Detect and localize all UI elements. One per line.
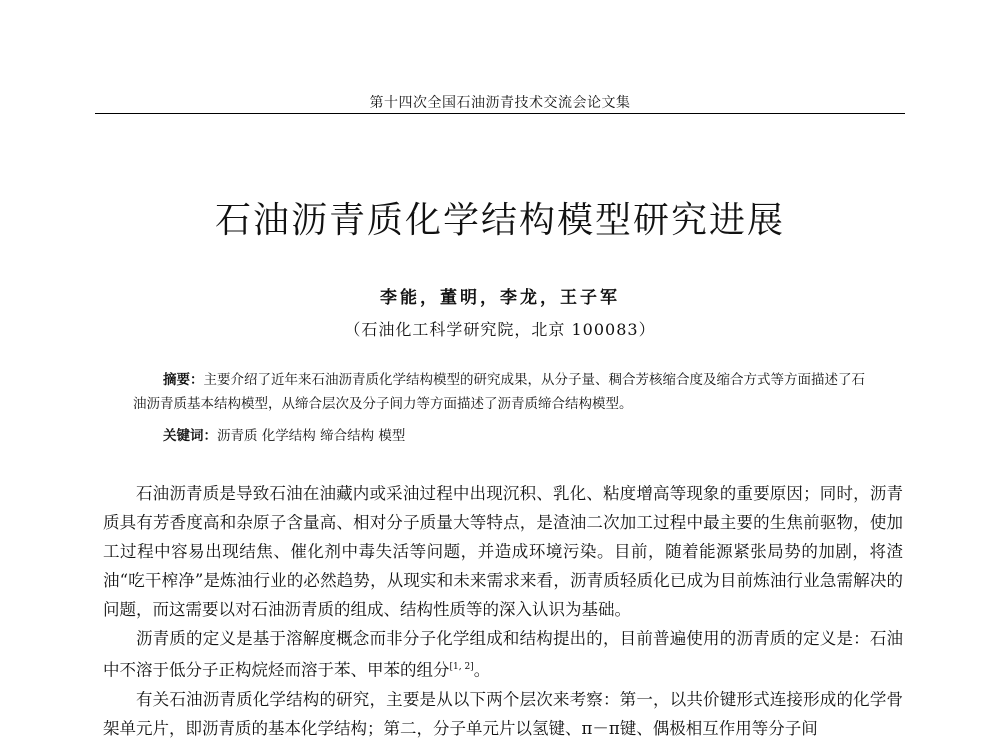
body-paragraph-2 [103,624,903,685]
abstract-label: 摘要： [163,372,204,388]
paper-affiliation: （石油化工科学研究院，北京 100083） [344,320,656,339]
keywords-text: 沥青质 化学结构 缔合结构 模型 [217,428,406,444]
abstract-paragraph [133,368,873,416]
keywords-label: 关键词： [163,428,217,444]
header-rule [95,113,905,114]
citation-ref: [1, 2] [449,662,474,672]
running-head: 第十四次全国石油沥青技术交流会论文集 [369,95,631,111]
abstract [133,368,873,416]
paper-title: 石油沥青质化学结构模型研究进展 [214,200,785,241]
abstract-text: 主要介绍了近年来石油沥青质化学结构模型的研究成果，从分子量、稠合芳核缩合度及缩合方式等方面描述了石油沥青质基本结构模型，从缔合层次及分子间力等方面描述了沥青质缔合结构模型。 [133,372,865,412]
body-paragraph-3: 有关石油沥青质化学结构的研究，主要是从以下两个层次来考察：第一，以共价键形式连接形成的化学骨架单元片，即沥青质的基本化学结构；第二，分子单元片以氢键、π－π键、偶极相互作用等分子间 [103,689,903,738]
body-paragraph-2-end: 。 [473,660,491,680]
body-paragraph-1: 石油沥青质是导致石油在油藏内或采油过程中出现沉积、乳化、粘度增高等现象的重要原因；同时，沥青质具有芳香度高和杂原子含量高、相对分子质量大等特点，是渣油二次加工过程中最主要的生焦前驱物，使加工过程中容易出现结焦、催化剂中毒失活等问题，并造成环境污染。目前，随着能源紧张局势的加剧，将渣油“吃干榨净”是炼油行业的必然趋势，从现实和未来需求来看，沥青质轻质化已成为目前炼油行业急需解决的问题，而这需要以对石油沥青质的组成、结构性质等的深入认识为基础。 [103,484,903,619]
body-paragraph-2-text: 沥青质的定义是基于溶解度概念而非分子化学组成和结构提出的，目前普遍使用的沥青质的定义是：石油中不溶于低分子正构烷烃而溶于苯、甲苯的组分 [103,629,903,680]
keywords [163,424,405,444]
body-text [103,479,903,743]
paper-authors: 李能，董明，李龙，王子军 [380,288,620,308]
